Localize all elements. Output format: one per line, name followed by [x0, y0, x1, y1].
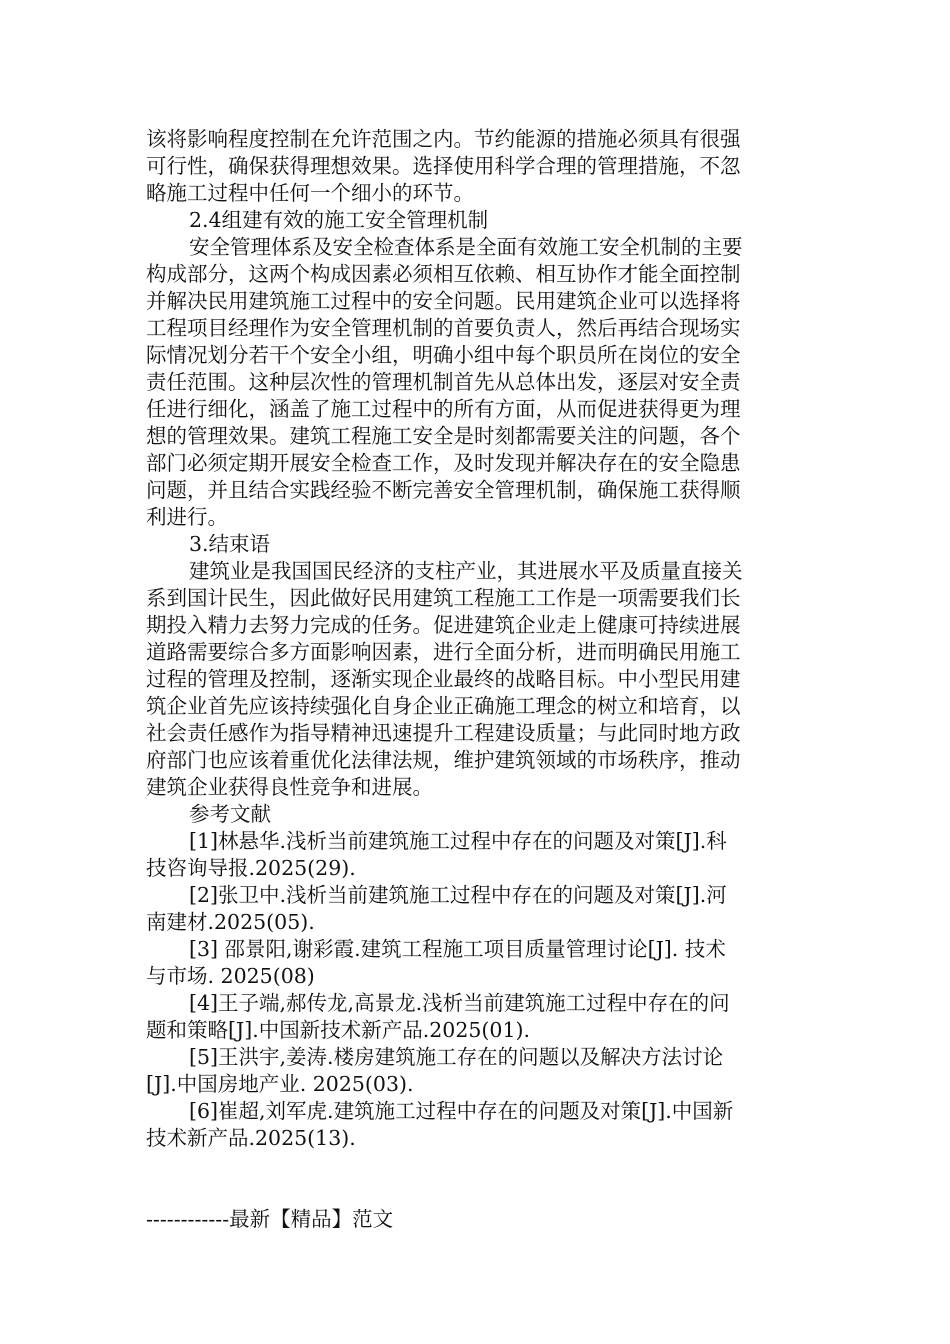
reference-line: [1]林悬华.浅析当前建筑施工过程中存在的问题及对策[J].科: [189, 829, 727, 853]
reference-line: 与市场. 2025(08): [146, 964, 315, 988]
paragraph-line: 社会责任感作为指导精神迅速提升工程建设质量；与此同时地方政: [146, 721, 741, 745]
reference-line: [4]王子端,郝传龙,高景龙.浅析当前建筑施工过程中存在的问: [189, 991, 730, 1015]
reference-line: 题和策略[J].中国新技术新产品.2025(01).: [146, 1018, 531, 1042]
references-heading: 参考文献: [189, 802, 271, 826]
section-heading: 3.结束语: [189, 532, 271, 556]
paragraph-line: 部门必须定期开展安全检查工作，及时发现并解决存在的安全隐患: [146, 451, 741, 475]
paragraph-line: 建筑业是我国国民经济的支柱产业，其进展水平及质量直接关: [189, 559, 743, 583]
footer-text: ------------最新【精品】范文: [146, 1207, 394, 1231]
paragraph-line: 任进行细化，涵盖了施工过程中的所有方面，从而促进获得更为理: [146, 397, 741, 421]
paragraph-line: 可行性，确保获得理想效果。选择使用科学合理的管理措施，不忽: [146, 154, 741, 178]
reference-line: [3] 邵景阳,谢彩霞.建筑工程施工项目质量管理讨论[J]. 技术: [189, 937, 726, 961]
section-heading: 2.4组建有效的施工安全管理机制: [189, 208, 489, 232]
paragraph-line: 略施工过程中任何一个细小的环节。: [146, 181, 474, 205]
paragraph-line: 际情况划分若干个安全小组，明确小组中每个职员所在岗位的安全: [146, 343, 741, 367]
paragraph-line: 问题，并且结合实践经验不断完善安全管理机制，确保施工获得顺: [146, 478, 741, 502]
paragraph-line: 系到国计民生，因此做好民用建筑工程施工工作是一项需要我们长: [146, 586, 741, 610]
reference-line: [5]王洪宇,姜涛.楼房建筑施工存在的问题以及解决方法讨论: [189, 1045, 724, 1069]
reference-line: [6]崔超,刘军虎.建筑施工过程中存在的问题及对策[J].中国新: [189, 1099, 734, 1123]
reference-line: 南建材.2025(05).: [146, 910, 315, 934]
paragraph-line: 该将影响程度控制在允许范围之内。节约能源的措施必须具有很强: [146, 127, 741, 151]
paragraph-line: 利进行。: [146, 505, 228, 529]
paragraph-line: 期投入精力去努力完成的任务。促进建筑企业走上健康可持续进展: [146, 613, 741, 637]
paragraph-line: 并解决民用建筑施工过程中的安全问题。民用建筑企业可以选择将: [146, 289, 741, 313]
paragraph-line: 工程项目经理作为安全管理机制的首要负责人，然后再结合现场实: [146, 316, 741, 340]
reference-line: [2]张卫中.浅析当前建筑施工过程中存在的问题及对策[J].河: [189, 883, 727, 907]
paragraph-line: 想的管理效果。建筑工程施工安全是时刻都需要关注的问题，各个: [146, 424, 741, 448]
paragraph-line: 筑企业首先应该持续强化自身企业正确施工理念的树立和培育，以: [146, 694, 741, 718]
paragraph-line: 建筑企业获得良性竞争和进展。: [146, 775, 433, 799]
paragraph-line: 安全管理体系及安全检查体系是全面有效施工安全机制的主要: [189, 235, 743, 259]
paragraph-line: 责任范围。这种层次性的管理机制首先从总体出发，逐层对安全责: [146, 370, 741, 394]
paragraph-line: 过程的管理及控制，逐渐实现企业最终的战略目标。中小型民用建: [146, 667, 741, 691]
paragraph-line: 道路需要综合多方面影响因素，进行全面分析，进而明确民用施工: [146, 640, 741, 664]
reference-line: [J].中国房地产业. 2025(03).: [146, 1072, 414, 1096]
reference-line: 技术新产品.2025(13).: [146, 1126, 356, 1150]
paragraph-line: 构成部分，这两个构成因素必须相互依赖、相互协作才能全面控制: [146, 262, 741, 286]
paragraph-line: 府部门也应该着重优化法律法规，维护建筑领域的市场秩序，推动: [146, 748, 741, 772]
reference-line: 技咨询导报.2025(29).: [146, 856, 356, 880]
